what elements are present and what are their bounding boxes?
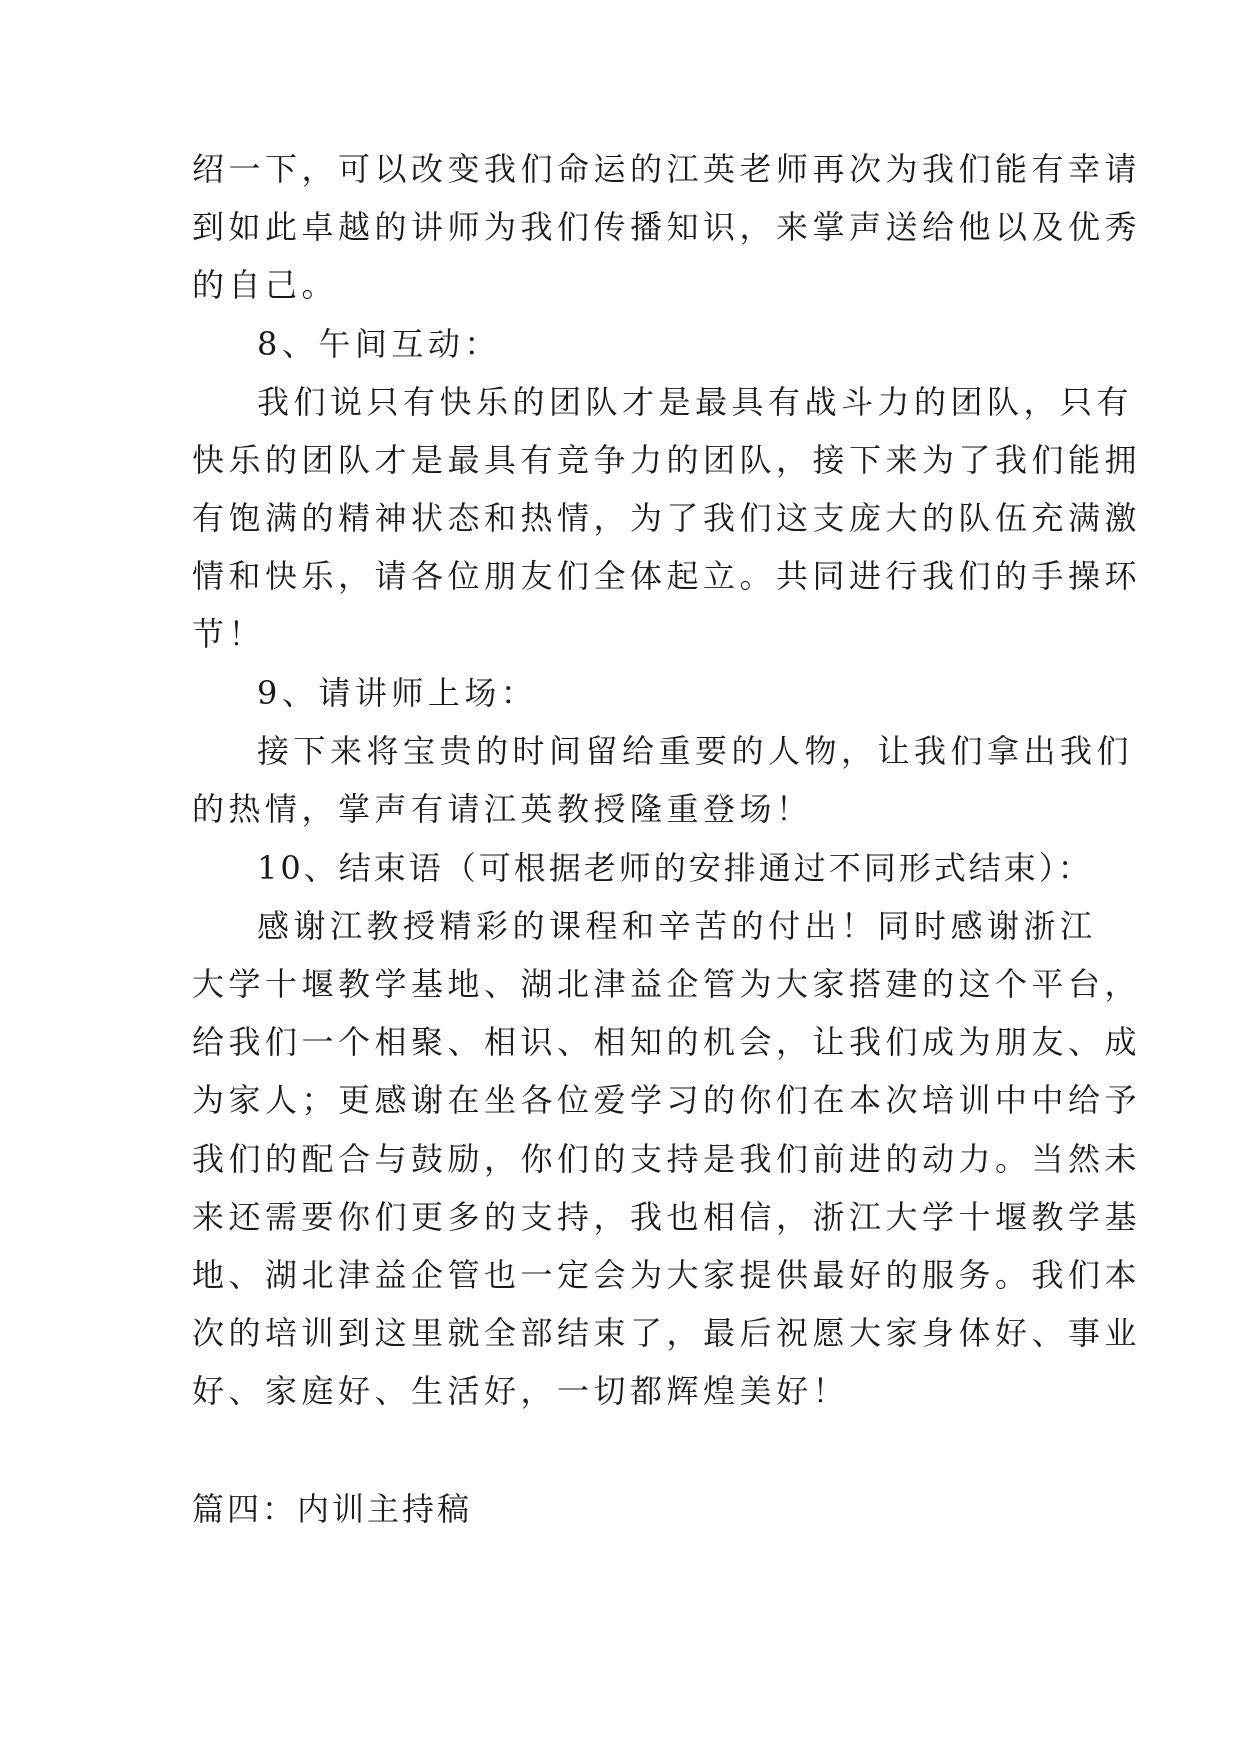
paragraph-line: 绍一下，可以改变我们命运的江英老师再次为我们能有幸请 xyxy=(192,150,1142,188)
paragraph-line: 地、湖北津益企管也一定会为大家提供最好的服务。我们本 xyxy=(192,1256,1142,1294)
paragraph-line: 有饱满的精神状态和热情，为了我们这支庞大的队伍充满激 xyxy=(192,499,1142,537)
paragraph-line: 好、家庭好、生活好，一切都辉煌美好！ xyxy=(192,1372,850,1410)
paragraph-line: 次的培训到这里就全部结束了，最后祝愿大家身体好、事业 xyxy=(192,1314,1142,1352)
section-heading: 篇四：内训主持稿 xyxy=(192,1490,473,1528)
paragraph-line: 我们的配合与鼓励，你们的支持是我们前进的动力。当然未 xyxy=(192,1140,1142,1178)
paragraph-line: 情和快乐，请各位朋友们全体起立。共同进行我们的手操环 xyxy=(192,557,1142,595)
item-heading-8: 8、午间互动： xyxy=(257,325,501,363)
paragraph-line: 的自己。 xyxy=(192,266,339,304)
item-heading-10: 10、结束语（可根据老师的安排通过不同形式结束）： xyxy=(257,849,1093,887)
item-heading-9: 9、请讲师上场： xyxy=(257,674,538,712)
paragraph-line: 节！ xyxy=(192,615,266,653)
paragraph-line: 为家人；更感谢在坐各位爱学习的你们在本次培训中中给予 xyxy=(192,1081,1142,1119)
paragraph-line: 到如此卓越的讲师为我们传播知识，来掌声送给他以及优秀 xyxy=(192,208,1142,246)
paragraph-line: 大学十堰教学基地、湖北津益企管为大家搭建的这个平台， xyxy=(192,965,1142,1003)
paragraph-line: 快乐的团队才是最具有竞争力的团队，接下来为了我们能拥 xyxy=(192,441,1142,479)
paragraph-line: 的热情，掌声有请江英教授隆重登场！ xyxy=(192,790,813,828)
paragraph-line: 来还需要你们更多的支持，我也相信，浙江大学十堰教学基 xyxy=(192,1198,1142,1236)
paragraph-line: 给我们一个相聚、相识、相知的机会，让我们成为朋友、成 xyxy=(192,1023,1142,1061)
paragraph-line: 感谢江教授精彩的课程和辛苦的付出！同时感谢浙江 xyxy=(257,907,1097,945)
paragraph-line: 接下来将宝贵的时间留给重要的人物，让我们拿出我们 xyxy=(257,732,1134,770)
paragraph-line: 我们说只有快乐的团队才是最具有战斗力的团队，只有 xyxy=(257,383,1134,421)
